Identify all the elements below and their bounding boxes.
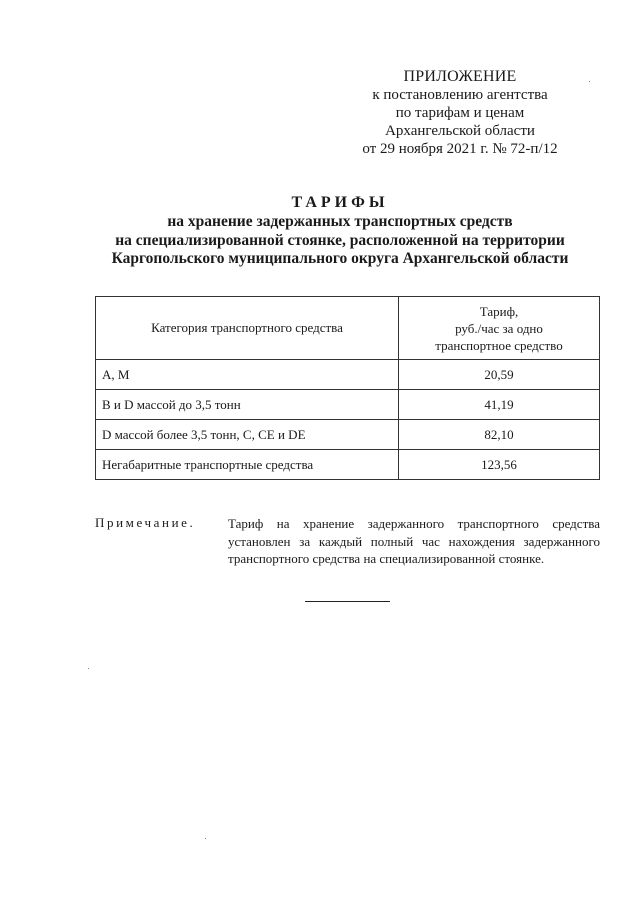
row-tariff: 20,59 (399, 360, 600, 390)
table-row (96, 390, 600, 420)
note-text: Тариф на хранение задержанного транспортного средства установлен за каждый полный час нахождения задержанного транспортного средства на специализированной стоянке. (228, 516, 600, 566)
table-header-row (96, 297, 600, 360)
scan-speck (205, 838, 206, 839)
title-line: на хранение задержанных транспортных средств (167, 213, 513, 230)
appendix-line: от 29 ноября 2021 г. № 72-п/12 (362, 141, 558, 157)
row-tariff: 41,19 (399, 390, 600, 420)
header-tariff (399, 297, 600, 360)
table-row (96, 360, 600, 390)
table-row (96, 450, 600, 480)
header-tariff-line: Тариф, (479, 303, 519, 319)
table-row (96, 420, 600, 450)
row-tariff: 82,10 (399, 420, 600, 450)
appendix-line: по тарифам и ценам (395, 105, 525, 121)
header-tariff-line: руб./час за одно (455, 320, 543, 336)
row-tariff: 123,56 (399, 450, 600, 480)
row-category: В и D массой до 3,5 тонн (96, 390, 399, 420)
note-label: Примечание. (95, 515, 196, 530)
row-category: D массой более 3,5 тонн, С, СЕ и DE (96, 420, 399, 450)
title-main: ТАРИФЫ (291, 194, 389, 211)
document-title (40, 193, 640, 269)
row-category: Негабаритные транспортные средства (96, 450, 399, 480)
header-tariff-line: транспортное средство (435, 337, 563, 353)
header-category: Категория транспортного средства (96, 297, 399, 360)
title-line: на специализированной стоянке, расположенной на территории (115, 231, 565, 249)
row-category: А, М (96, 360, 399, 390)
title-line: Каргопольского муниципального округа Архангельской области (111, 250, 569, 267)
appendix-heading: ПРИЛОЖЕНИЕ (403, 68, 517, 85)
appendix-line: Архангельской области (385, 123, 535, 139)
appendix-line: к постановлению агентства (372, 87, 548, 103)
appendix-block (340, 68, 580, 158)
scan-speck (589, 81, 590, 82)
end-divider (305, 601, 390, 602)
scan-speck (88, 668, 89, 669)
tariffs-table (95, 296, 600, 480)
